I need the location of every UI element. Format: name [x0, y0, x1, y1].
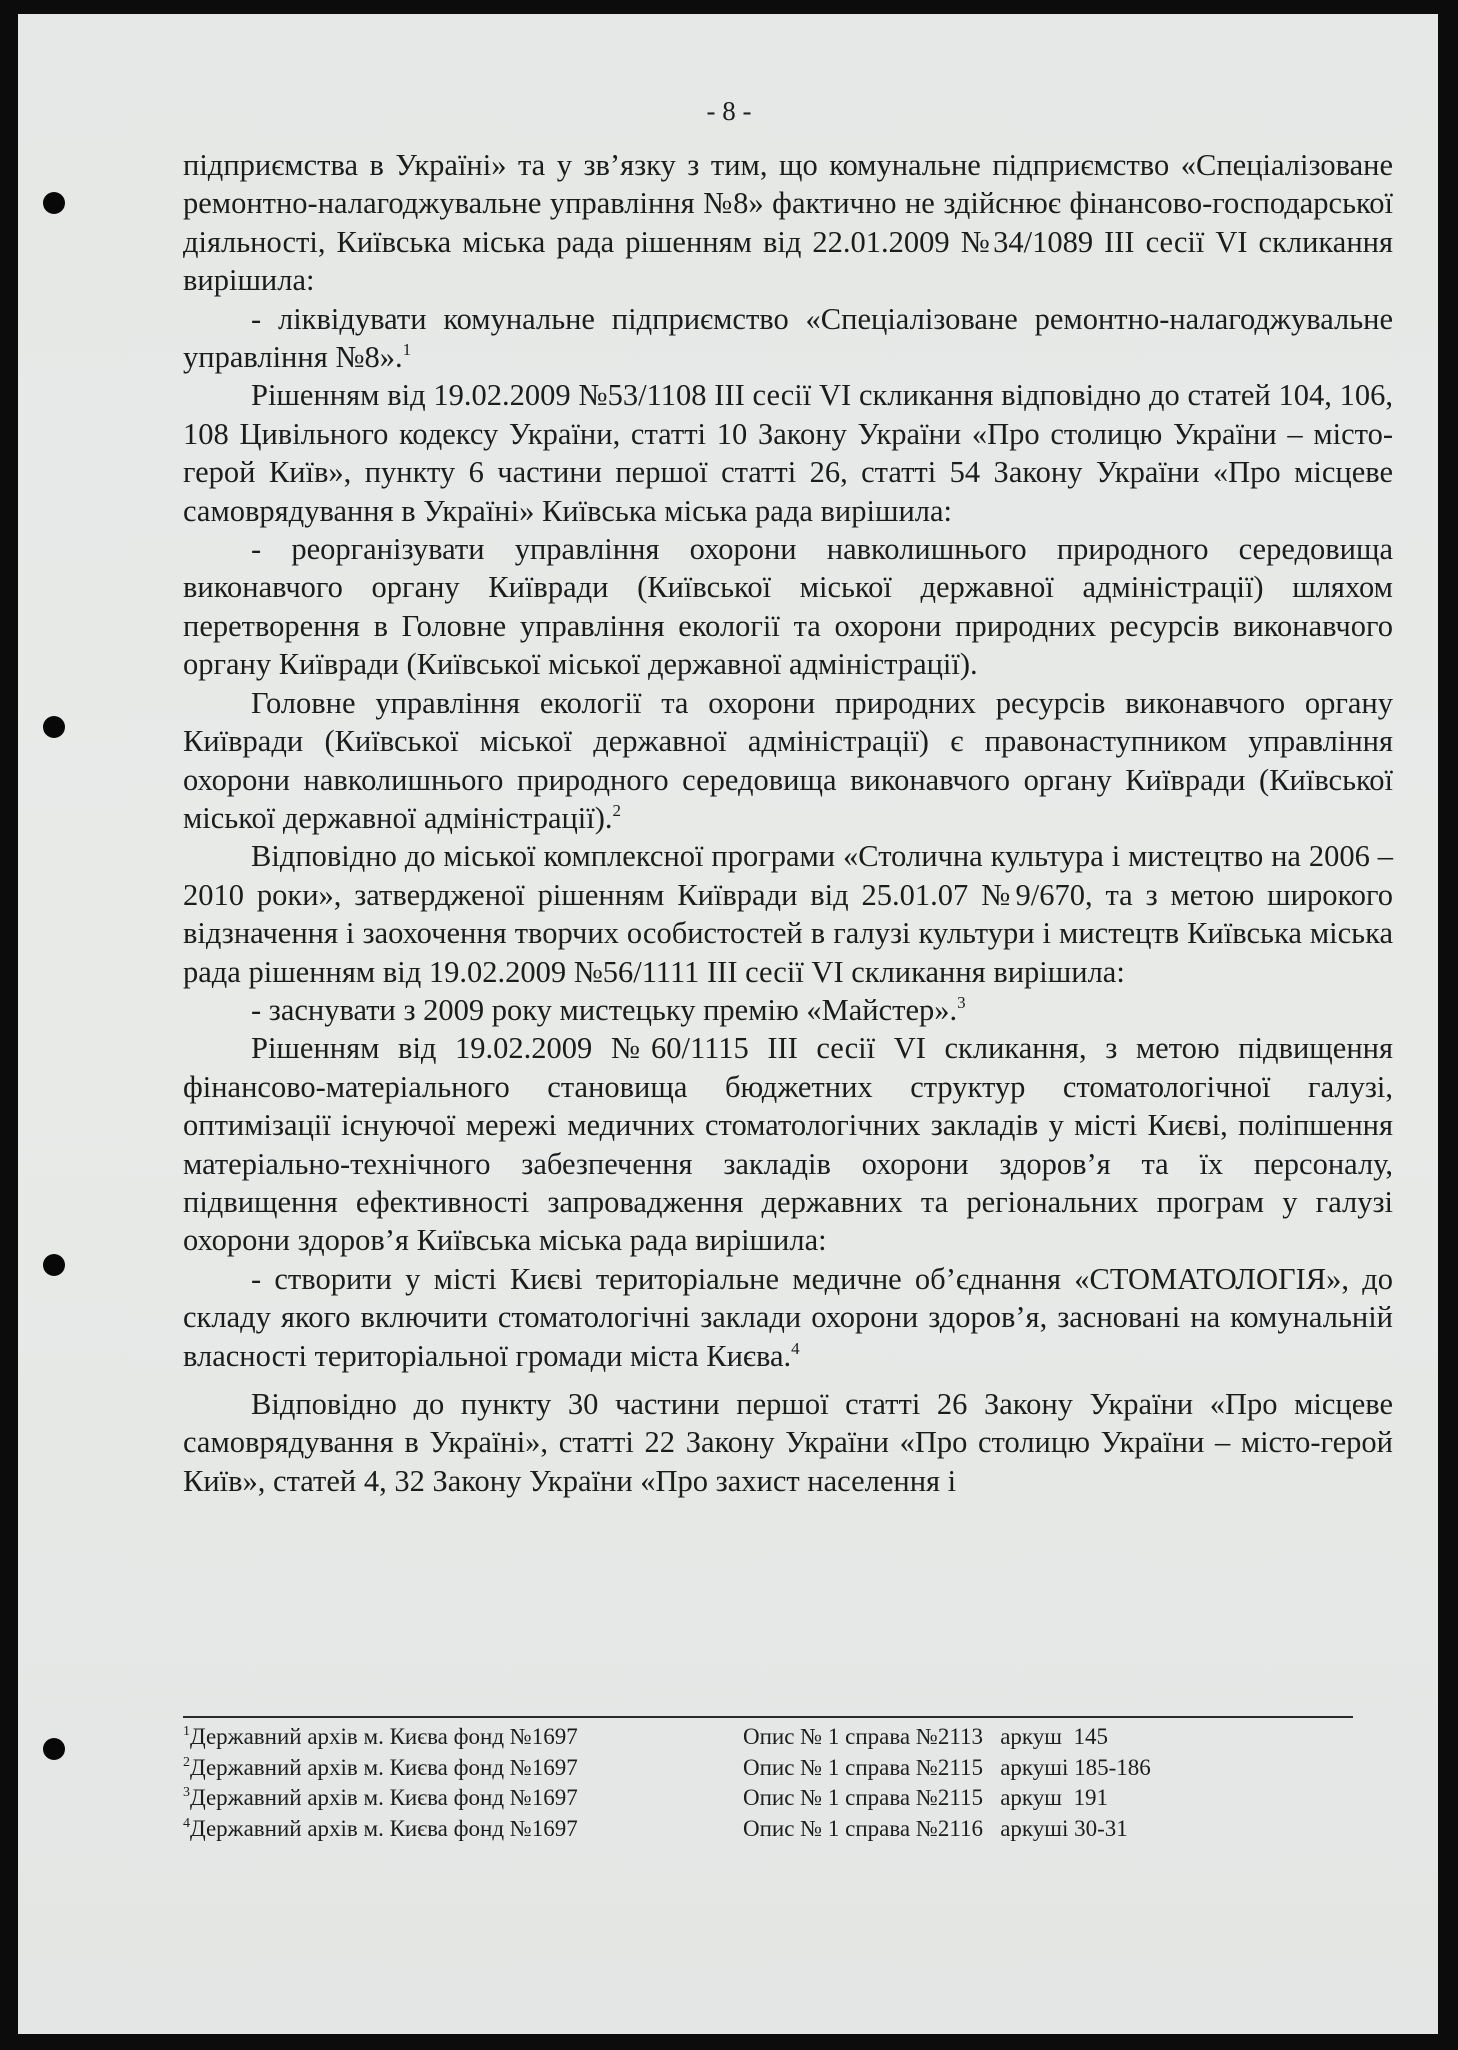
- punch-hole: [43, 1738, 65, 1760]
- paragraph: - заснувати з 2009 року мистецьку премію «Майстер».$^3$: [251, 992, 966, 1027]
- punch-hole: [43, 1254, 65, 1276]
- footnote-mark: 2: [612, 800, 622, 820]
- footnote-source: $^4$Державний архів м. Києва фонд №1697: [183, 1815, 578, 1841]
- paragraph: Головне управління екології та охорони природних ресурсів виконавчого органу Київради (Київської міської державної адміністрації) є правонаступником управління охорони навколишнього природного середовища виконавчого органу Київради (Київської міської державної адміністрації).$^2$: [183, 685, 1393, 835]
- paragraph: Відповідно до пункту 30 частини першої статті 26 Закону України «Про місцеве самоврядування в Україні», статті 22 Закону України «Про столицю України – місто-герой Київ», статей 4, 32 Закону України «Про захист населення і: [183, 1387, 1393, 1498]
- paragraph: - ліквідувати комунальне підприємство «Спеціалізоване ремонтно-налагоджувальне управління №8».$^1$: [183, 301, 1393, 375]
- paragraph: - реорганізувати управління охорони навколишнього природного середовища виконавчого органу Київради (Київської міської державної адміністрації) шляхом перетворення в Головне управління екології та охорони природних ресурсів виконавчого органу Київради (Київської міської державної адміністрації).: [183, 532, 1393, 682]
- paragraph: Рішенням від 19.02.2009 №53/1108 III сесії VI скликання відповідно до статей 104, 106, 108 Цивільного кодексу України, статті 10 Закону України «Про столицю України – місто-герой Київ», пункту 6 частини першої статті 26, статті 54 Закону України «Про місцеве самоврядування в Україні» Київська міська рада вирішила:: [183, 378, 1393, 528]
- footnote: [183, 1722, 1363, 1753]
- page-number: - 8 -: [706, 96, 752, 126]
- punch-hole: [43, 192, 65, 214]
- paragraph: підприємства в Україні» та у зв’язку з тим, що комунальне підприємство «Спеціалізоване ремонтно-налагоджувальне управління №8» фактично не здійснює фінансово-господарської діяльності, Київська міська рада рішенням від 22.01.2009 №34/1089 III сесії VI скликання вирішила:: [183, 148, 1393, 298]
- footnote-separator: [183, 1716, 1353, 1718]
- footnote-mark: 4: [791, 1338, 800, 1358]
- footnote-mark: 1: [402, 340, 412, 360]
- paragraph: Рішенням від 19.02.2009 №60/1115 III сесії VI скликання, з метою підвищення фінансово-матеріального становища бюджетних структур стоматологічної галузі, оптимізації існуючої мережі медичних стоматологічних закладів у місті Києві, поліпшення матеріально-технічного забезпечення закладів охорони здоров’я та їх персоналу, підвищення ефективності запровадження державних та регіональних програм у галузі охорони здоров’я Київська міська рада вирішила:: [183, 1031, 1393, 1258]
- footnote-reference: Опис № 1 справа №2115 аркуші 185-186: [743, 1754, 1151, 1780]
- footnote-source: $^3$Державний архів м. Києва фонд №1697: [183, 1785, 578, 1810]
- paragraph: Відповідно до міської комплексної програми «Столична культура і мистецтво на 2006 – 2010 роки», затвердженої рішенням Київради від 25.01.07 №9/670, та з метою широкого відзначення і заохочення творчих особистостей в галузі культури і мистецтв Київська міська рада рішенням від 19.02.2009 №56/1111 III сесії VI скликання вирішила:: [183, 839, 1393, 989]
- footnote-source: $^1$Державний архів м. Києва фонд №1697: [183, 1724, 578, 1749]
- footnote: [183, 1783, 1363, 1814]
- footnote-reference: Опис № 1 справа №2116 аркуші 30-31: [743, 1815, 1128, 1841]
- footnote-reference: Опис № 1 справа №2113 аркуш 145: [743, 1724, 1108, 1749]
- document-body: [183, 146, 1393, 1500]
- footnote-mark: 3: [957, 992, 966, 1012]
- punch-hole: [43, 716, 65, 738]
- footnote-source: $^2$Державний архів м. Києва фонд №1697: [183, 1754, 578, 1780]
- footnote: [183, 1814, 1363, 1845]
- paragraph: - створити у місті Києві територіальне медичне об’єднання «СТОМАТОЛОГІЯ», до складу якого включити стоматологічні заклади охорони здоров’я, засновані на комунальній власності територіальної громади міста Києва.$^4$: [183, 1261, 1393, 1373]
- footnote-reference: Опис № 1 справа №2115 аркуш 191: [743, 1785, 1108, 1810]
- footnote: [183, 1753, 1363, 1784]
- footnotes: [183, 1722, 1363, 1844]
